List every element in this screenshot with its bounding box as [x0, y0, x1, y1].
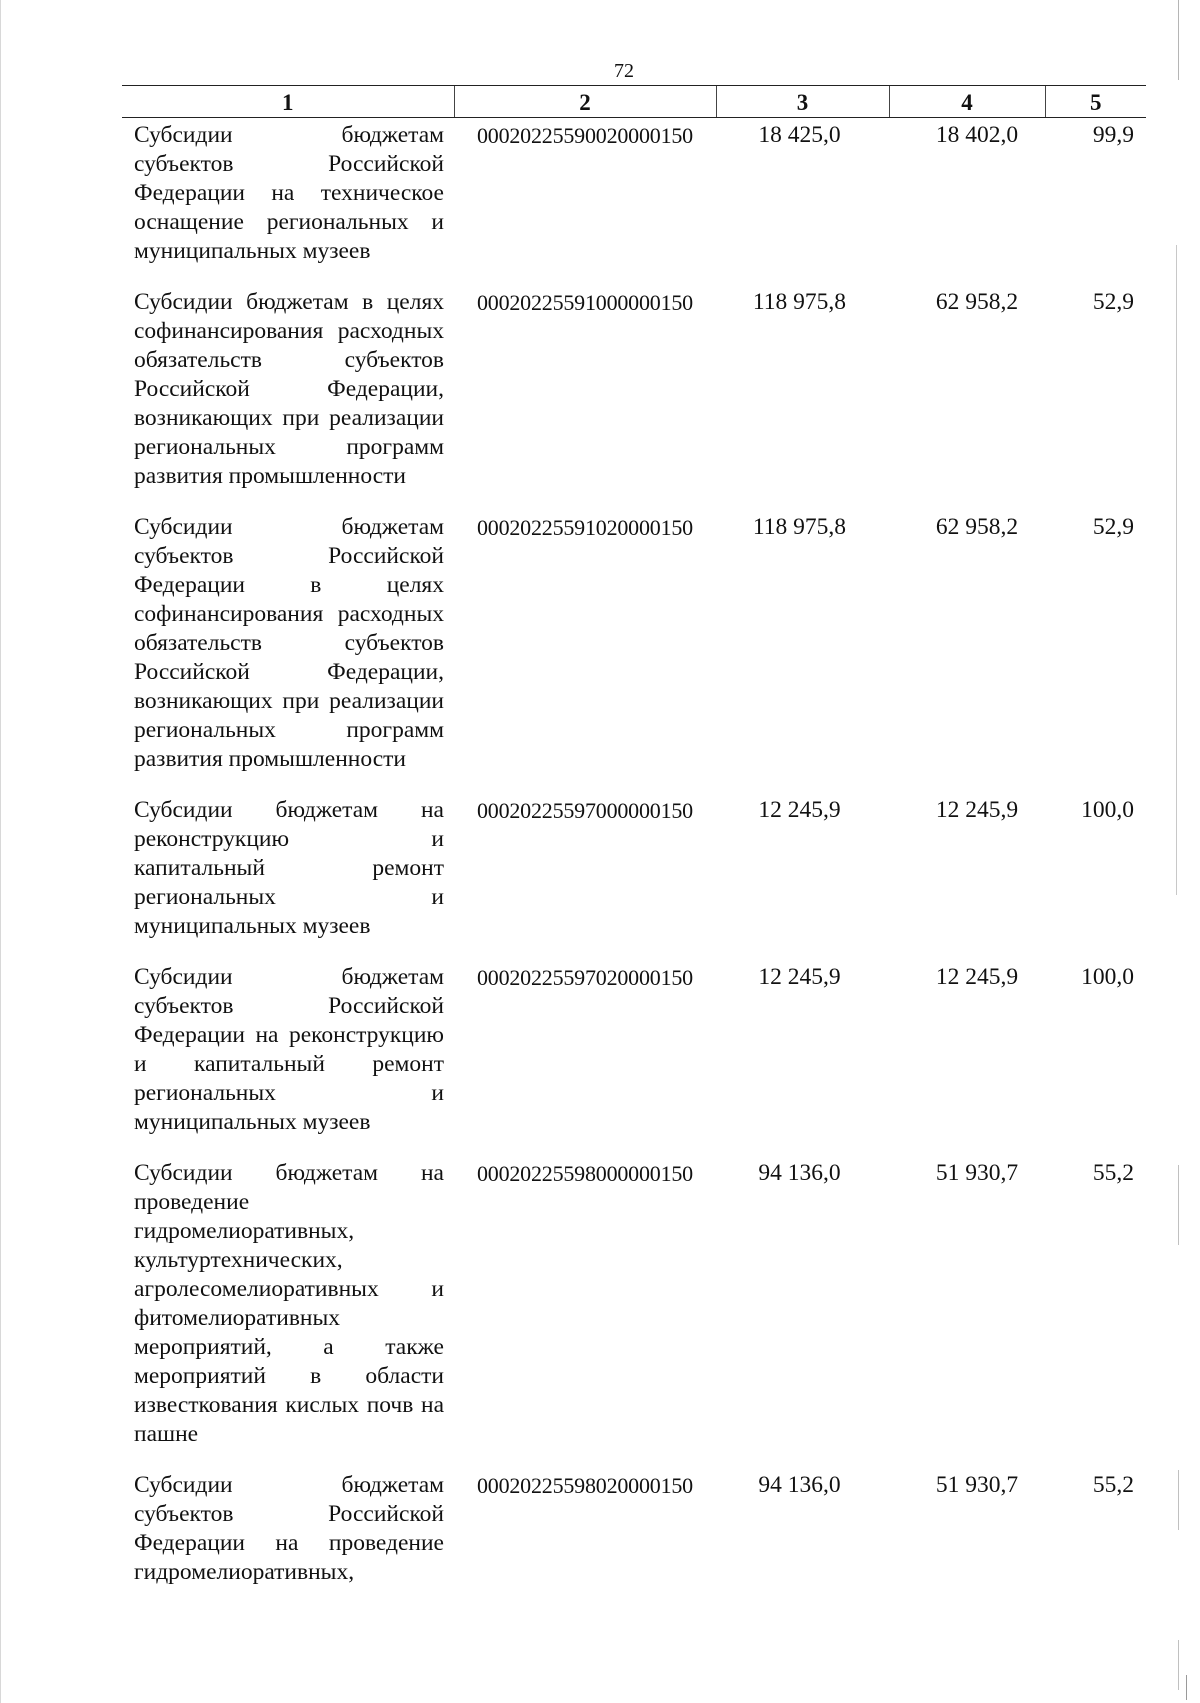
- row-code: 00020225597000000150: [476, 798, 693, 823]
- table-row: [122, 1159, 1146, 1471]
- row-col5: 99,9: [1092, 122, 1134, 148]
- row-col5: 100,0: [1081, 797, 1134, 823]
- row-col5: 52,9: [1092, 289, 1134, 315]
- row-col5: 100,0: [1081, 964, 1134, 990]
- row-name: Субсидии бюджетам в целях софинансирования расходных обязательств субъектов Российской Федерации, возникающих при реализации региональных программ развития промышленности: [134, 289, 444, 489]
- scan-edge-right: [1178, 1470, 1179, 1530]
- scan-edge-left: [0, 0, 1, 1703]
- row-col3: 118 975,8: [752, 514, 847, 540]
- row-col4: 12 245,9: [935, 964, 1019, 990]
- table-header: [122, 86, 1146, 118]
- row-col5: 55,2: [1092, 1160, 1134, 1186]
- row-col3: 12 245,9: [758, 797, 841, 823]
- row-col4: 62 958,2: [935, 289, 1019, 315]
- column-header-4: 4: [889, 86, 1045, 118]
- row-code: 00020225598020000150: [476, 1473, 693, 1498]
- row-code: 00020225597020000150: [476, 965, 693, 990]
- scan-edge-right: [1186, 1675, 1187, 1700]
- row-name: Субсидии бюджетам на реконструкцию и капитальный ремонт региональных и муниципальных музеев: [134, 797, 444, 939]
- row-name: Субсидии бюджетам субъектов Российской Федерации на реконструкцию и капитальный ремонт региональных и муниципальных музеев: [134, 964, 444, 1135]
- scan-edge-right: [1178, 0, 1179, 80]
- row-code: 00020225590020000150: [476, 123, 693, 148]
- row-name: Субсидии бюджетам субъектов Российской Федерации на проведение гидромелиоративных,: [134, 1472, 444, 1585]
- row-col4: 51 930,7: [935, 1472, 1019, 1498]
- row-code: 00020225591000000150: [476, 290, 693, 315]
- column-header-3: 3: [716, 86, 889, 118]
- row-col4: 51 930,7: [935, 1160, 1019, 1186]
- table-row: [122, 118, 1146, 289]
- row-col3: 12 245,9: [758, 964, 841, 990]
- column-header-5: 5: [1045, 86, 1146, 118]
- row-col5: 55,2: [1092, 1472, 1134, 1498]
- row-col3: 94 136,0: [758, 1472, 841, 1498]
- row-col5: 52,9: [1092, 514, 1134, 540]
- row-col3: 118 975,8: [752, 289, 847, 315]
- row-code: 00020225598000000150: [476, 1161, 693, 1186]
- scan-edge-right: [1176, 245, 1177, 895]
- row-name: Субсидии бюджетам субъектов Российской Федерации на техническое оснащение региональных и муниципальных музеев: [134, 122, 444, 264]
- table-row: [122, 513, 1146, 796]
- row-col4: 18 402,0: [935, 122, 1019, 148]
- row-name: Субсидии бюджетам на проведение гидромелиоративных, культуртехнических, агролесомелиоративных и фитомелиоративных мероприятий, а также мероприятий в области известкования кислых почв на пашне: [134, 1160, 444, 1447]
- column-header-1: 1: [122, 86, 454, 118]
- table-row: [122, 963, 1146, 1159]
- table-row: [122, 1471, 1146, 1609]
- page-number: 72: [614, 60, 634, 82]
- column-header-2: 2: [454, 86, 716, 118]
- table-body: [122, 118, 1146, 1610]
- scan-edge-right: [1178, 1640, 1179, 1690]
- row-col3: 18 425,0: [758, 122, 841, 148]
- table-row: [122, 288, 1146, 513]
- header-row: [122, 86, 1146, 118]
- row-col4: 12 245,9: [935, 797, 1019, 823]
- budget-table: [122, 85, 1146, 1609]
- scan-edge-right: [1178, 1165, 1179, 1245]
- row-col3: 94 136,0: [758, 1160, 841, 1186]
- row-col4: 62 958,2: [935, 514, 1019, 540]
- row-code: 00020225591020000150: [476, 515, 693, 540]
- row-name: Субсидии бюджетам субъектов Российской Федерации в целях софинансирования расходных обязательств субъектов Российской Федерации, возникающих при реализации региональных программ развития промышленности: [134, 514, 444, 772]
- table-row: [122, 796, 1146, 963]
